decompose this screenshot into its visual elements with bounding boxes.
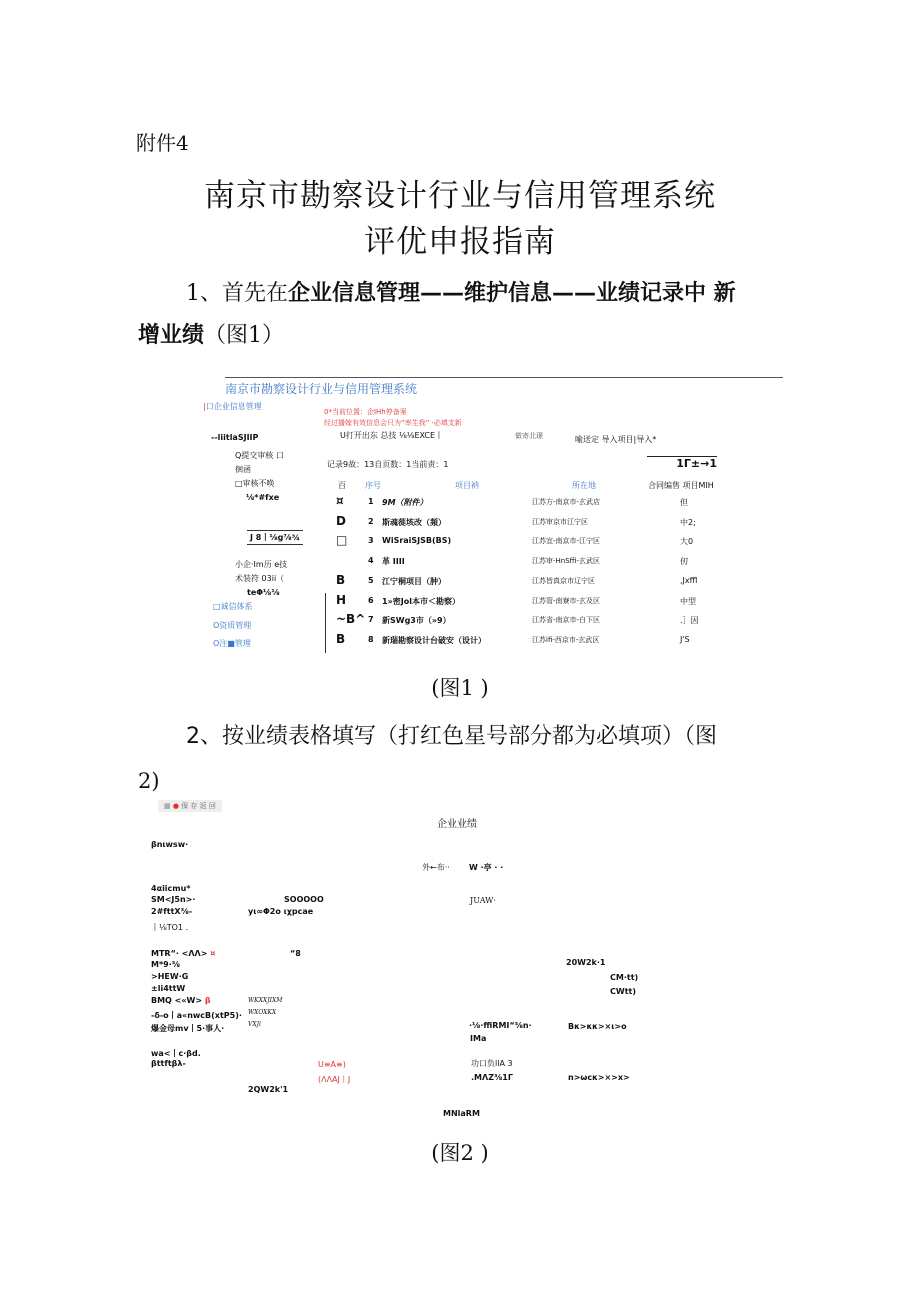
row-contract: J'S — [680, 634, 690, 644]
field-value-20w[interactable]: 20W2k·1 — [566, 958, 606, 967]
row-select-mark[interactable]: B — [336, 631, 346, 646]
row-contract: 仞 — [680, 557, 688, 567]
required-marker-1: U≡A≡) — [318, 1060, 346, 1069]
field-label-m4: ±li4ttW — [151, 984, 186, 993]
row-project-name: 9M（附件） — [382, 498, 428, 507]
row-seq: 8 — [368, 634, 374, 644]
menu-review-failed[interactable]: □审核不唤 — [235, 479, 275, 488]
row-contract: ,Jxffl — [680, 575, 698, 585]
row-location: 江苏省-南京市-白下区 — [532, 616, 601, 625]
step1-paragraph — [186, 276, 736, 307]
field-label-m7: 爆金母mv丨5·事人· — [151, 1024, 225, 1033]
row-project-name: 新瑞勘察设计台破安（设计） — [382, 635, 486, 645]
field-label-4: 丨⅛TO1 . — [151, 923, 189, 932]
field-value-cm[interactable]: CM·tt) — [610, 973, 639, 982]
step1-bold-action: 增业绩 — [138, 323, 205, 348]
row-seq: 1 — [368, 497, 374, 506]
field-label-m1: MTR“· <ΛΛ> ¤ — [151, 949, 216, 958]
row-select-mark[interactable]: B — [336, 572, 346, 587]
toolbar-mid: 做寄北璟 — [515, 432, 543, 440]
col-header-seq: 序号 — [365, 481, 381, 490]
step1-bold-path: 企业信息管理——维护信息——业绩记录中 新 — [288, 281, 736, 306]
field-label-3: 2#fttX⅜- — [151, 907, 193, 916]
field-label-2: SM<J5n>· — [151, 895, 196, 904]
field-label-b-mid2: .MΛZ⅜1Γ — [471, 1073, 513, 1082]
field-label-m2: M*9·⅜ — [151, 960, 181, 969]
form-footer: MNlaRM — [443, 1109, 480, 1118]
field-label-ffi: ·⅛·ffiRMI“⅜n· — [469, 1021, 532, 1030]
field-value-q8[interactable]: “8 — [290, 949, 301, 958]
menu-tech-staff[interactable]: 术装符 03ii（ — [235, 574, 285, 583]
header-rule — [225, 377, 783, 378]
row-seq: 5 — [368, 575, 374, 585]
breadcrumb: 0*当前位置：企IHh停备案 — [324, 408, 407, 416]
row-project-name: 斯魂蓰垓改（頻） — [382, 517, 446, 527]
row-seq: 2 — [368, 516, 374, 526]
system-header-title: 南京市勘察设计行业与信用管理系统 — [225, 382, 418, 396]
field-label-b-mid1: 功口负llA 3 — [471, 1059, 513, 1068]
row-select-mark[interactable]: ¤ — [336, 494, 344, 508]
step1-paragraph-cont — [138, 318, 284, 349]
col-header-project: 项目衲 — [455, 481, 479, 490]
form-toolbar[interactable]: ▦ ● 保 存 返 回 — [158, 800, 222, 812]
field-value-sooooo[interactable]: SOOOOO — [284, 895, 324, 904]
field-label-mid2: W ·亭 · · — [469, 863, 504, 872]
row-seq: 4 — [368, 556, 374, 566]
left-section-heading: --liitlaSJIIP — [211, 433, 259, 442]
row-contract: 中型 — [680, 596, 696, 606]
row-seq: 3 — [368, 536, 374, 546]
figure-1-screenshot — [200, 370, 785, 660]
field-label-1: 4αiicmu* — [151, 884, 191, 893]
field-value-n[interactable]: n>ωcκ>×>x> — [568, 1073, 630, 1082]
menu-submit-review[interactable]: Q提交审核 口 — [235, 451, 284, 460]
field-value-w3[interactable]: VXJi — [248, 1021, 261, 1028]
row-location: 江苏皆真京市辽宁区 — [532, 576, 595, 585]
menu-enterprise-info[interactable]: |口企业信息管理 — [203, 402, 262, 411]
import-project-button[interactable]: 喻送定 导入项目|导入* — [575, 435, 657, 444]
records-summary: 记录9故：13自页数：1当前责：1 — [327, 460, 449, 469]
section-heading: βnιwsw· — [151, 840, 189, 849]
field-label-mid1: 外←布·· — [422, 863, 450, 872]
menu-small-enterprise[interactable]: 小企·Im历 e技 — [235, 560, 288, 569]
step2-paragraph: 2、按业绩表格填写（打红色星号部分都为必填项）（图 — [186, 724, 717, 749]
field-label-m3: >HEW·G — [151, 972, 189, 981]
col-header-contract: 合同编售 项目MIH — [648, 481, 714, 490]
row-seq: 7 — [368, 615, 374, 625]
field-label-ima: IMa — [470, 1034, 487, 1043]
row-location: 江苏管-南寮市-玄及区 — [532, 596, 601, 605]
field-value-cw[interactable]: CWtt) — [610, 987, 636, 996]
col-header-select: 百 — [338, 481, 346, 490]
notice-text: 经过播嫁有效信息会只为“率生我” ·必填支新 — [324, 419, 462, 427]
row-location: 江苏宜-南京市-江宁区 — [532, 537, 601, 546]
row-project-name: WiSraiSJSB(BS) — [382, 536, 452, 546]
document-subtitle: 评优申报指南 — [364, 224, 556, 260]
left-active-box[interactable]: J 8丨⅛g⅞¾ — [247, 530, 303, 545]
required-marker-2: (ΛΛAJ丨J — [318, 1075, 351, 1084]
row-select-mark[interactable]: ~B^ — [336, 612, 366, 627]
field-value-w2[interactable]: WXOXKX — [248, 1009, 277, 1016]
step2-paragraph-cont: 2) — [138, 769, 160, 793]
row-project-name: 江宁桐项目（肿） — [382, 576, 446, 586]
figure-1-caption: (图1 ) — [431, 676, 489, 700]
field-value-yi[interactable]: yι∞Φ2o ιχpcae — [248, 907, 314, 916]
form-title: 企业业绩 — [437, 819, 477, 830]
row-location: 江苏ifi-西京市-玄武区 — [532, 635, 600, 644]
row-select-mark[interactable]: D — [336, 513, 346, 528]
row-location: 江苏方-南京市-玄武店 — [532, 498, 601, 506]
row-seq: 6 — [368, 595, 374, 605]
pager[interactable]: 1Γ±→1 — [647, 456, 717, 470]
row-contract: 但 — [680, 498, 688, 507]
back-icon[interactable]: ● — [172, 802, 179, 810]
step1-figref: （图1） — [204, 323, 285, 348]
row-select-mark[interactable]: □ — [336, 533, 348, 548]
figure-2-caption: (图2 ) — [431, 1141, 489, 1165]
field-label-m5: BMQ <«W> β — [151, 996, 211, 1005]
field-value-w1[interactable]: WKXXJIXM — [248, 997, 283, 1004]
menu-credit-system[interactable]: □诚信体系 — [213, 602, 253, 611]
field-value-2qw[interactable]: 2QW2k'1 — [248, 1085, 289, 1094]
menu-item-2[interactable]: 徊函 — [235, 465, 251, 474]
menu-item-te[interactable]: teΦ⅛⅛ — [247, 588, 280, 597]
field-value-bk[interactable]: Bκ>κκ>×ι>o — [568, 1022, 627, 1031]
attachment-label: 附件4 — [136, 131, 189, 155]
row-select-mark[interactable]: H — [336, 592, 347, 607]
toolbar-actions[interactable]: U打开出东 总技 ⅛⅛EXCE丨 — [340, 431, 444, 440]
row-project-name: 革 IIII — [382, 557, 405, 567]
table-left-rule — [325, 593, 326, 653]
row-contract: .］因 — [680, 616, 699, 626]
row-location: 江苏审-HnSffi-玄武区 — [532, 557, 600, 566]
row-contract: 大0 — [680, 537, 694, 547]
step1-prefix: 1、首先在 — [186, 281, 288, 306]
field-value-juaw[interactable]: JUAW· — [470, 896, 496, 905]
row-location: 江苏审京市江宁区 — [532, 517, 588, 526]
field-label-m6: -δ-o丨a«nwcB(xtP5)· — [151, 1011, 242, 1020]
menu-qualification[interactable]: O资质管理 — [213, 621, 252, 630]
figure-2-screenshot — [140, 798, 800, 1128]
row-project-name: 新SWg3市（»9） — [382, 616, 451, 626]
field-label-b1: wa<丨c·βd. — [151, 1049, 201, 1058]
menu-item-4[interactable]: ⅛*#fxe — [246, 493, 280, 502]
document-title: 南京市勘察设计行业与信用管理系统 — [204, 178, 716, 214]
col-header-location: 所在地 — [572, 481, 596, 490]
menu-registration[interactable]: O注■管理 — [213, 639, 251, 648]
row-contract: 中2; — [680, 517, 696, 527]
field-label-b2: βttftβλ- — [151, 1059, 186, 1068]
save-icon[interactable]: ▦ — [164, 802, 171, 810]
row-project-name: 1»密Jol本市＜勘察） — [382, 596, 460, 606]
